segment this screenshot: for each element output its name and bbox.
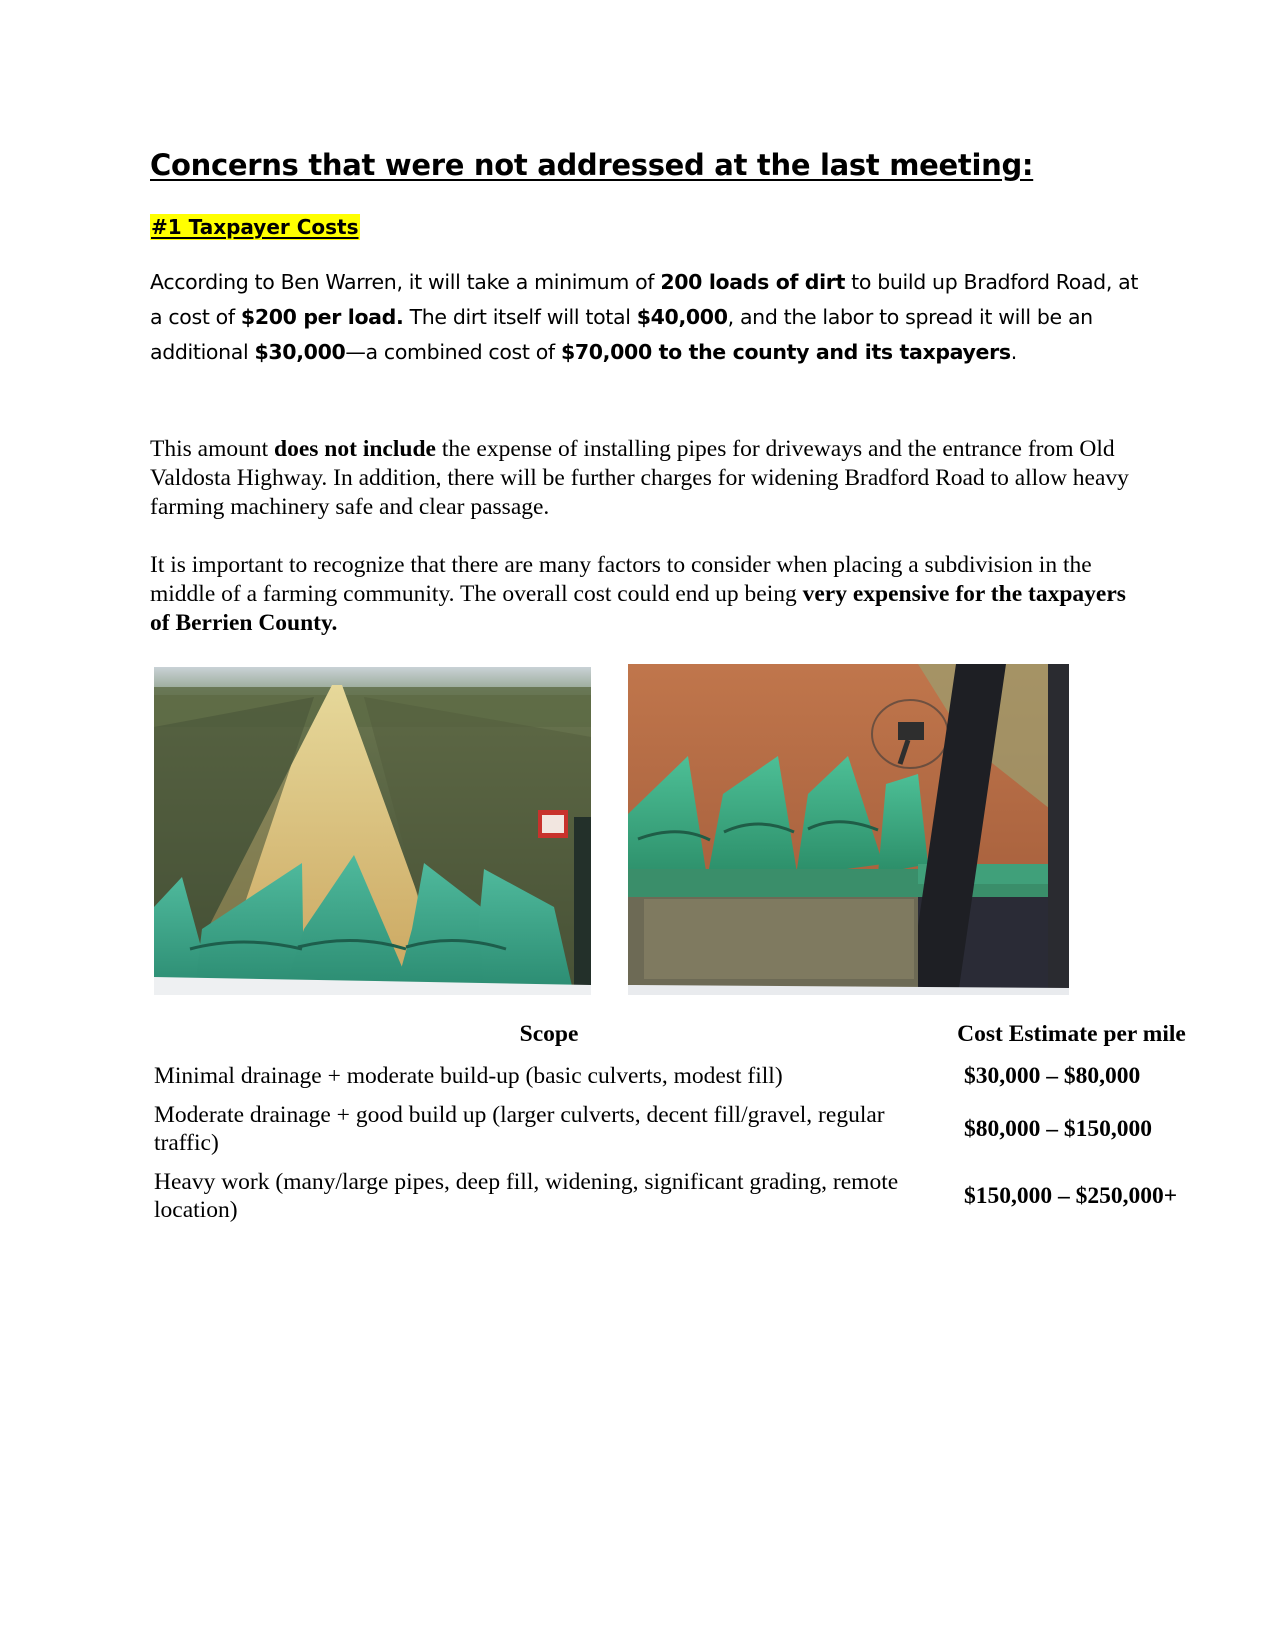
paragraph-cost-breakdown: According to Ben Warren, it will take a minimum of 200 loads of dirt to build up Bradford Road, at a cost of $200 per load. The dirt itself will total $40,000, and the labor to spread it will be an additional $30,000—a combined cost of $70,000 to the county and its taxpayers. (150, 270, 1139, 364)
page-heading: Concerns that were not addressed at the last meeting: (150, 148, 1034, 182)
header-scope: Scope (519, 1021, 579, 1047)
header-cost-estimate: Cost Estimate per mile (957, 1021, 1186, 1047)
cost-cell: $30,000 – $80,000 (964, 1063, 1141, 1089)
cost-cell: $80,000 – $150,000 (964, 1116, 1152, 1142)
section-title: #1 Taxpayer Costs (151, 215, 359, 239)
scope-cell: Heavy work (many/large pipes, deep fill, widening, significant grading, remote location) (154, 1169, 899, 1223)
table-header-row (150, 1018, 1195, 1057)
scope-cell: Minimal drainage + moderate build-up (basic culverts, modest fill) (154, 1063, 783, 1089)
paragraph-overall-cost: It is important to recognize that there are many factors to consider when placing a subdivision in the middle of a farming community. The overall cost could end up being very expensive for the taxpayers of Berrien County. (150, 552, 1126, 636)
cost-cell: $150,000 – $250,000+ (964, 1183, 1178, 1209)
photo-red-dirt-cab-view (628, 664, 1069, 995)
table-row (150, 1057, 1195, 1096)
cab-view-illustration (628, 664, 1069, 995)
table-row (150, 1163, 1195, 1230)
paragraph-excluded-costs: This amount does not include the expense of installing pipes for driveways and the entrance from Old Valdosta Highway. In addition, there will be further charges for widening Bradford Road to allow heavy farming machinery safe and clear passage. (150, 436, 1129, 520)
harvester-road-illustration (154, 667, 591, 995)
scope-cell: Moderate drainage + good build up (larger culverts, decent fill/gravel, regular traffic) (154, 1102, 885, 1156)
cost-estimate-table (150, 1018, 1195, 1230)
photo-dirt-road-harvester (154, 667, 591, 995)
table-row (150, 1096, 1195, 1163)
